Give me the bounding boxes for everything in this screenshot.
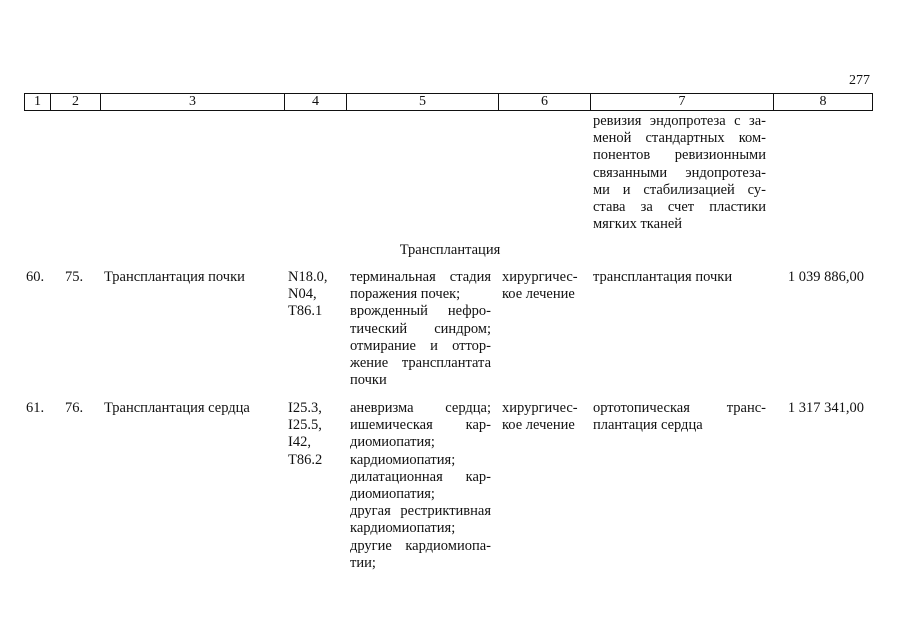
text-line: почки xyxy=(350,372,387,389)
text-line: меной стандартных ком- xyxy=(593,130,766,147)
icd-codes xyxy=(288,269,327,321)
text-line: другие кардиомиопа- xyxy=(350,537,491,554)
header-col-8: 8 xyxy=(774,94,873,111)
text-line: врожденный нефро- xyxy=(350,303,491,320)
text-line: связанными эндопротеза- xyxy=(593,164,766,181)
group-number: 75. xyxy=(65,269,84,285)
group-number: 76. xyxy=(65,400,84,416)
continuation-method-text xyxy=(593,113,766,233)
procedure-name: Трансплантация сердца xyxy=(104,400,250,416)
icd-code: T86.2 xyxy=(288,451,323,468)
treatment-type xyxy=(502,269,578,303)
icd-code: N18.0, xyxy=(288,269,328,285)
procedure-name: Трансплантация почки xyxy=(104,269,245,285)
text-line: ортотопическая транс- xyxy=(593,400,766,416)
row-number: 61. xyxy=(26,400,45,416)
column-number-header xyxy=(24,93,873,111)
header-col-1: 1 xyxy=(25,94,51,111)
header-col-7: 7 xyxy=(591,94,774,111)
icd-codes xyxy=(288,400,322,469)
header-col-5: 5 xyxy=(347,94,499,111)
text-line: кардиомиопатия; xyxy=(350,451,456,468)
icd-code: I25.3, xyxy=(288,400,322,416)
section-title: Трансплантация xyxy=(399,242,501,258)
icd-code: N04, xyxy=(288,286,317,303)
text-line: ишемическая кар- xyxy=(350,417,491,434)
text-line: тии; xyxy=(350,554,376,571)
text-line: мягких тканей xyxy=(593,216,683,233)
price: 1 317 341,00 xyxy=(787,400,864,416)
text-line: става за счет пластики xyxy=(593,199,766,216)
row-number: 60. xyxy=(26,269,45,285)
header-col-6: 6 xyxy=(499,94,591,111)
text-line: плантация сердца xyxy=(593,417,703,434)
page-number: 277 xyxy=(849,73,870,88)
text-line: кое лечение xyxy=(502,417,575,434)
text-line: хирургичес- xyxy=(502,400,578,416)
icd-code: I42, xyxy=(288,434,311,451)
text-line: жение трансплантата xyxy=(350,355,491,372)
treatment-method xyxy=(593,400,766,434)
text-line: дилатационная кар- xyxy=(350,468,491,485)
text-line: отмирание и оттор- xyxy=(350,337,491,354)
text-line: кардиомиопатия; xyxy=(350,520,456,537)
text-line: аневризма сердца; xyxy=(350,400,491,416)
text-line: ревизия эндопротеза с за- xyxy=(593,113,766,129)
header-col-2: 2 xyxy=(51,94,101,111)
text-line: диомиопатия; xyxy=(350,486,435,503)
price: 1 039 886,00 xyxy=(787,269,864,285)
text-line: поражения почек; xyxy=(350,286,461,303)
text-line: ми и стабилизацией су- xyxy=(593,181,766,198)
header-col-4: 4 xyxy=(285,94,347,111)
text-line: тический синдром; xyxy=(350,320,491,337)
header-col-3: 3 xyxy=(101,94,285,111)
treatment-method xyxy=(593,269,732,286)
disease-description xyxy=(350,269,491,389)
treatment-type xyxy=(502,400,578,434)
icd-code: I25.5, xyxy=(288,417,322,434)
text-line: терминальная стадия xyxy=(350,269,491,285)
icd-code: T86.1 xyxy=(288,303,323,320)
text-line: хирургичес- xyxy=(502,269,578,285)
text-line: трансплантация почки xyxy=(593,269,733,285)
text-line: кое лечение xyxy=(502,286,575,303)
text-line: диомиопатия; xyxy=(350,434,435,451)
disease-description xyxy=(350,400,491,572)
text-line: другая рестриктивная xyxy=(350,503,491,520)
text-line: понентов ревизионными xyxy=(593,147,766,164)
